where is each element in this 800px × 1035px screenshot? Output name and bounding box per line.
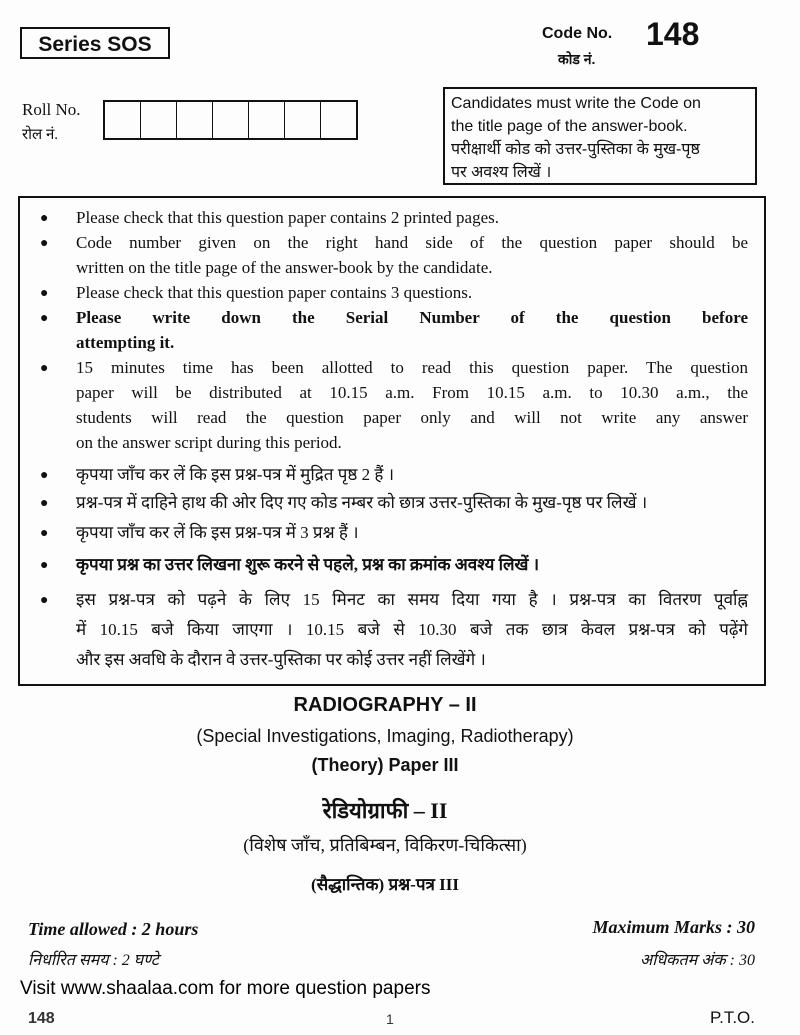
bullet-icon: ● (40, 286, 49, 301)
roll-box[interactable] (249, 102, 285, 138)
instruction-line: में 10.15 बजे किया जाएगा । 10.15 बजे से 10.30 बजे तक छात्र केवल प्रश्न-पत्र को पढ़ेंगे (76, 620, 748, 639)
bullet-icon: ● (40, 236, 49, 251)
instruction-line: कृपया जाँच कर लें कि इस प्रश्न-पत्र में 3 प्रश्न हैं । (76, 523, 359, 542)
roll-number-boxes[interactable] (103, 100, 358, 140)
instruction-line: कृपया प्रश्न का उत्तर लिखना शुरू करने से पहले, प्रश्न का क्रमांक अवश्य लिखें । (76, 555, 540, 574)
roll-label-hindi: रोल नं. (22, 127, 59, 143)
subject-subtitle: (Special Investigations, Imaging, Radiotherapy) (196, 726, 574, 746)
code-number: 148 (646, 16, 700, 52)
roll-box[interactable] (213, 102, 249, 138)
code-notice-box (443, 87, 757, 185)
bullet-icon: ● (40, 593, 49, 608)
instruction-line: paper will be distributed at 10.15 a.m. From 10.15 a.m. to 10.30 a.m., the (76, 383, 748, 402)
series-label: Series SOS (20, 27, 170, 59)
roll-box[interactable] (321, 102, 356, 138)
instruction-line: 15 minutes time has been allotted to read this question paper. The question (76, 358, 748, 377)
instruction-line: कृपया जाँच कर लें कि इस प्रश्न-पत्र में मुद्रित पृष्ठ 2 हैं । (76, 465, 395, 484)
roll-box[interactable] (285, 102, 321, 138)
notice-line: पर अवश्य लिखें । (451, 164, 552, 181)
footer-code: 148 (28, 1010, 55, 1027)
instruction-line: Please check that this question paper contains 2 printed pages. (76, 208, 499, 227)
roll-box[interactable] (105, 102, 141, 138)
page-number: 1 (386, 1011, 394, 1027)
instruction-line: Please write down the Serial Number of the question before (76, 308, 748, 327)
bullet-icon: ● (40, 558, 49, 573)
instructions-box (18, 196, 766, 686)
paper-label-hindi: (सैद्धान्तिक) प्रश्न-पत्र III (311, 875, 459, 894)
subject-subtitle-hindi: (विशेष जाँच, प्रतिबिम्बन, विकिरण-चिकित्सा) (243, 835, 527, 855)
roll-box[interactable] (141, 102, 177, 138)
paper-label: (Theory) Paper III (311, 755, 459, 775)
bullet-icon: ● (40, 526, 49, 541)
instruction-line: on the answer script during this period. (76, 433, 342, 452)
roll-label: Roll No. (22, 100, 81, 119)
code-label-hindi: कोड नं. (558, 51, 596, 67)
notice-line: the title page of the answer-book. (451, 118, 688, 135)
bullet-icon: ● (40, 211, 49, 226)
instruction-line: इस प्रश्न-पत्र को पढ़ने के लिए 15 मिनट का समय दिया गया है । प्रश्न-पत्र का वितरण पूर्वाह्न (76, 590, 748, 609)
notice-line: परीक्षार्थी कोड को उत्तर-पुस्तिका के मुख-पृष्ठ (451, 141, 700, 158)
instruction-line: Please check that this question paper contains 3 questions. (76, 283, 473, 302)
shaalaa-link[interactable]: Visit www.shaalaa.com for more question papers (20, 978, 431, 999)
maximum-marks: Maximum Marks : 30 (592, 917, 755, 937)
instruction-line: students will read the question paper only and will not write any answer (76, 408, 748, 427)
instruction-line: प्रश्न-पत्र में दाहिने हाथ की ओर दिए गए कोड नम्बर को छात्र उत्तर-पुस्तिका के मुख-पृष्ठ पर लिखें । (76, 493, 648, 512)
time-allowed-hindi: निर्धारित समय : 2 घण्टे (28, 952, 159, 969)
bullet-icon: ● (40, 496, 49, 511)
subject-title-hindi: रेडियोग्राफी – II (322, 798, 448, 823)
instruction-line: Code number given on the right hand side of the question paper should be (76, 233, 748, 252)
pto-label: P.T.O. (709, 1008, 755, 1027)
bullet-icon: ● (40, 361, 49, 376)
maximum-marks-hindi: अधिकतम अंक : 30 (639, 952, 755, 969)
instruction-line: attempting it. (76, 333, 175, 352)
bullet-icon: ● (40, 468, 49, 483)
notice-line: Candidates must write the Code on (451, 95, 701, 112)
instruction-line: written on the title page of the answer-book by the candidate. (76, 258, 493, 277)
bullet-icon: ● (40, 311, 49, 326)
subject-title: RADIOGRAPHY – II (293, 694, 477, 716)
time-allowed: Time allowed : 2 hours (28, 919, 199, 939)
code-label: Code No. (542, 25, 613, 42)
roll-box[interactable] (177, 102, 213, 138)
instruction-line: और इस अवधि के दौरान वे उत्तर-पुस्तिका पर कोई उत्तर नहीं लिखेंगे । (76, 650, 486, 669)
